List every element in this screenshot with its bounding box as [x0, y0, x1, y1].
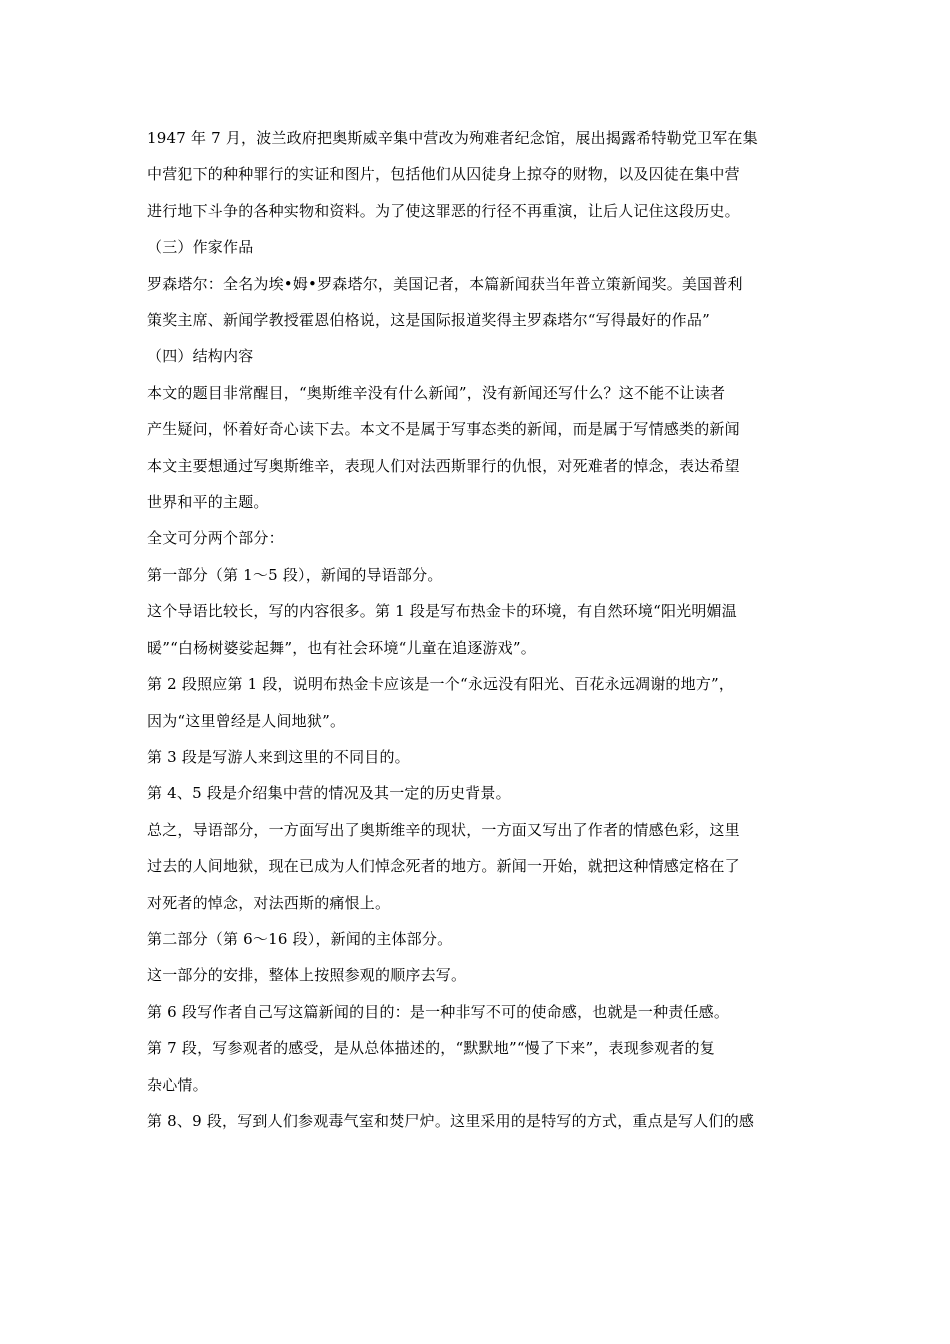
text-line: 中营犯下的种种罪行的实证和图片，包括他们从囚徒身上掠夺的财物，以及囚徒在集中营 — [147, 165, 740, 184]
text-line: 本文的题目非常醒目，“奥斯维辛没有什么新闻”，没有新闻还写什么？这不能不让读者 — [147, 383, 726, 402]
text-line: 这一部分的安排，整体上按照参观的顺序去写。 — [147, 966, 467, 985]
text-line: 这个导语比较长，写的内容很多。第 1 段是写布热金卡的环境，有自然环境“阳光明媚温 — [147, 602, 737, 621]
text-line: 第 7 段，写参观者的感受，是从总体描述的，“默默地”“慢了下来”，表现参观者的复 — [147, 1039, 715, 1058]
text-line: 第 3 段是写游人来到这里的不同目的。 — [147, 747, 410, 766]
text-line: 本文主要想通过写奥斯维辛，表现人们对法西斯罪行的仇恨，对死难者的悼念，表达希望 — [147, 456, 740, 475]
document-body — [147, 120, 807, 1139]
text-line: 策奖主席、新闻学教授霍恩伯格说，这是国际报道奖得主罗森塔尔“写得最好的作品” — [147, 311, 710, 330]
text-line: 暖”“白杨树婆娑起舞”，也有社会环境“儿童在追逐游戏”。 — [147, 638, 536, 657]
text-line: 第 4、5 段是介绍集中营的情况及其一定的历史背景。 — [147, 784, 511, 803]
text-line: 第 8、9 段，写到人们参观毒气室和焚尸炉。这里采用的是特写的方式，重点是写人们的感 — [147, 1111, 755, 1130]
text-line: 总之，导语部分，一方面写出了奥斯维辛的现状，一方面又写出了作者的情感色彩，这里 — [147, 820, 740, 839]
text-line: 罗森塔尔：全名为埃•姆•罗森塔尔，美国记者，本篇新闻获当年普立策新闻奖。美国普利 — [147, 274, 743, 293]
text-line: 因为“这里曾经是人间地狱”。 — [147, 711, 346, 730]
text-line: 全文可分两个部分： — [147, 529, 284, 548]
text-line: 第一部分（第 1～5 段），新闻的导语部分。 — [147, 565, 443, 584]
text-line: 对死者的悼念，对法西斯的痛恨上。 — [147, 893, 391, 912]
section-heading: （三）作家作品 — [147, 238, 254, 257]
text-line: 杂心情。 — [147, 1075, 208, 1094]
text-line: 进行地下斗争的各种实物和资料。为了使这罪恶的行径不再重演，让后人记住这段历史。 — [147, 201, 740, 220]
text-line: 产生疑问，怀着好奇心读下去。本文不是属于写事态类的新闻，而是属于写情感类的新闻 — [147, 420, 740, 439]
text-line: 第 2 段照应第 1 段，说明布热金卡应该是一个“永远没有阳光、百花永远凋谢的地方”， — [147, 675, 735, 694]
text-line: 世界和平的主题。 — [147, 493, 269, 512]
section-heading: （四）结构内容 — [147, 347, 254, 366]
text-line: 第二部分（第 6～16 段），新闻的主体部分。 — [147, 929, 453, 948]
text-line: 1947 年 7 月，波兰政府把奥斯威辛集中营改为殉难者纪念馆，展出揭露希特勒党卫军在集 — [147, 129, 758, 147]
text-line: 过去的人间地狱，现在已成为人们悼念死者的地方。新闻一开始，就把这种情感定格在了 — [147, 857, 740, 876]
text-line: 第 6 段写作者自己写这篇新闻的目的：是一种非写不可的使命感，也就是一种责任感。 — [147, 1002, 730, 1021]
